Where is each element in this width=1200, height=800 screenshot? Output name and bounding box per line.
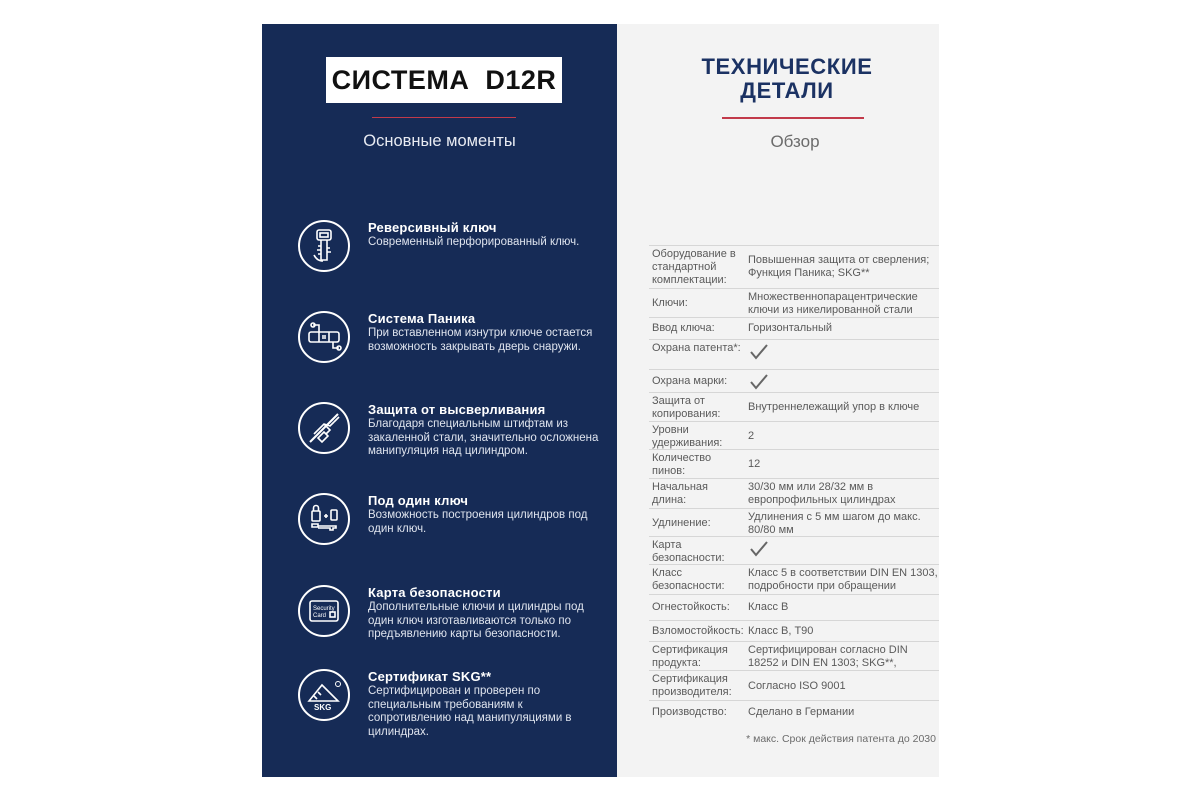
spec-key: Защита от копирования: <box>652 395 721 420</box>
spec-key: Уровни удерживания: <box>652 424 723 449</box>
spec-key: Охрана патента*: <box>652 342 741 354</box>
feature-skg-certificate <box>298 669 613 738</box>
divider <box>372 117 516 118</box>
checkmark-icon <box>749 540 769 558</box>
security-card-icon <box>298 585 350 637</box>
spec-value: 30/30 мм или 28/32 мм в европрофильных цилиндрах <box>748 481 896 506</box>
feature-panic-system <box>298 311 613 375</box>
spec-value: Удлинения с 5 мм шагом до макс. 80/80 мм <box>748 511 921 536</box>
feature-reversible-key <box>298 220 613 284</box>
reversible-key-icon <box>298 220 350 272</box>
spec-row <box>649 620 939 642</box>
spec-key: Количество пинов: <box>652 452 712 477</box>
spec-key: Удлинение: <box>652 517 711 529</box>
spec-value: Согласно ISO 9001 <box>748 680 846 692</box>
spec-row <box>649 288 939 318</box>
spec-key: Карта безопасности: <box>652 539 725 564</box>
spec-value: Сделано в Германии <box>748 706 855 718</box>
checkmark-icon <box>749 373 769 391</box>
patent-footnote: * макс. Срок действия патента до 2030 <box>746 733 936 745</box>
highlights-subtitle: Основные моменты <box>363 132 516 150</box>
spec-value: Внутреннележащий упор в ключе <box>748 401 920 413</box>
feature-security-card <box>298 585 613 649</box>
card-label-line1: Security <box>313 606 335 612</box>
spec-row <box>649 339 939 370</box>
feature-description: Возможность построения цилиндров под один ключ. <box>368 509 588 535</box>
spec-row <box>649 421 939 450</box>
spec-key: Сертификация продукта: <box>652 644 728 669</box>
spec-row <box>649 369 939 393</box>
spec-row <box>649 641 939 671</box>
feature-title: Реверсивный ключ <box>368 220 497 235</box>
spec-row <box>649 392 939 422</box>
spec-row <box>649 317 939 340</box>
feature-description: Дополнительные ключи и цилиндры под один ключ изготавливаются только по предъявлению карты безопасности. <box>368 601 584 640</box>
feature-title: Система Паника <box>368 311 476 326</box>
spec-value: Сертифицирован согласно DIN 18252 и DIN EN 1303; SKG**, <box>748 644 908 669</box>
skg-label: SKG <box>314 703 332 712</box>
system-title: СИСТЕМА D12R <box>326 57 562 103</box>
feature-master-key <box>298 493 613 557</box>
spec-value: Класс В, Т90 <box>748 625 814 637</box>
spec-value: Множественнопарацентрические ключи из никелированной стали <box>748 291 918 316</box>
feature-title: Сертификат SKG** <box>368 669 492 684</box>
spec-key: Ключи: <box>652 297 688 309</box>
checkmark-icon <box>749 343 769 361</box>
card-label-line2: Card <box>313 613 327 619</box>
spec-value: 12 <box>748 458 761 470</box>
spec-row <box>649 478 939 509</box>
spec-key: Класс безопасности: <box>652 567 725 592</box>
feature-description: Благодаря специальным штифтам из закаленной стали, значительно осложнена манипуляция над цилиндром. <box>368 418 599 457</box>
spec-key: Оборудование в стандартной комплектации: <box>652 248 736 286</box>
no-drill-icon <box>298 402 350 454</box>
technical-details-title: ТЕХНИЧЕСКИЕ ДЕТАЛИ <box>701 54 873 103</box>
divider <box>722 117 864 119</box>
spec-value: Класс В <box>748 601 789 613</box>
spec-row <box>649 700 939 723</box>
spec-row <box>649 536 939 565</box>
spec-value: Класс 5 в соответствии DIN EN 1303, подробности при обращении <box>748 567 938 592</box>
spec-value: Горизонтальный <box>748 322 833 334</box>
spec-key: Производство: <box>652 706 727 718</box>
spec-row <box>649 449 939 479</box>
highlights-panel <box>262 24 617 777</box>
spec-key: Взломостойкость: <box>652 625 744 637</box>
spec-value: Повышенная защита от сверления; Функция Паника; SKG** <box>748 254 930 279</box>
skg-certificate-icon <box>298 669 350 721</box>
overview-subtitle: Обзор <box>770 132 820 151</box>
spec-key: Охрана марки: <box>652 375 728 387</box>
spec-key: Сертификация производителя: <box>652 673 732 698</box>
spec-key: Начальная длина: <box>652 481 708 506</box>
feature-title: Защита от высверливания <box>368 402 546 417</box>
spec-row <box>649 670 939 701</box>
spec-row <box>649 594 939 621</box>
feature-description: Сертифицирован и проверен по специальным требованиям к сопротивлению над манипуляциями в цилиндрах. <box>368 685 572 738</box>
spec-row <box>649 564 939 595</box>
technical-details-panel <box>617 24 939 777</box>
spec-key: Ввод ключа: <box>652 322 715 334</box>
spec-row <box>649 245 939 289</box>
feature-title: Под один ключ <box>368 493 469 508</box>
spec-key: Огнестойкость: <box>652 601 730 613</box>
spec-value: 2 <box>748 430 755 442</box>
panic-cylinder-icon <box>298 311 350 363</box>
feature-description: При вставленном изнутри ключе остается возможность закрывать дверь снаружи. <box>368 327 593 353</box>
feature-description: Современный перфорированный ключ. <box>368 236 580 248</box>
feature-drill-protection <box>298 402 613 466</box>
spec-row <box>649 508 939 537</box>
master-key-icon <box>298 493 350 545</box>
feature-title: Карта безопасности <box>368 585 501 600</box>
